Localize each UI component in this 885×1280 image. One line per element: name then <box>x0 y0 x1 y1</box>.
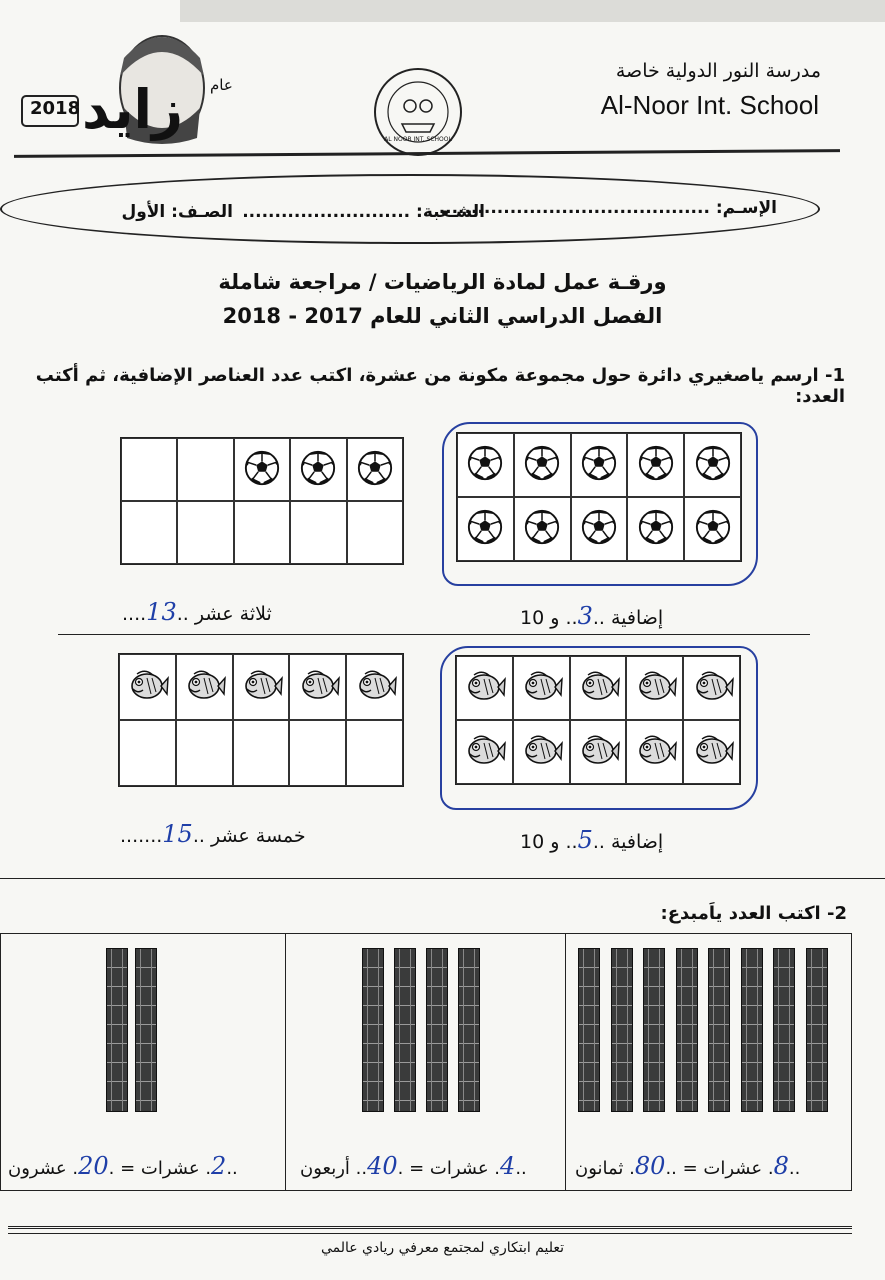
q1-row1-total-answer <box>122 598 272 626</box>
fish-icon <box>576 667 620 709</box>
soccer-ball-icon <box>580 444 618 486</box>
ten-frame-cell <box>513 720 570 784</box>
dots: .. <box>592 607 605 629</box>
ten-frame-cell <box>119 654 176 720</box>
q1-row2-extra-answer <box>520 826 663 854</box>
ten-rod-block <box>741 948 763 1112</box>
soccer-ball-icon <box>694 444 732 486</box>
fish-icon <box>633 731 677 773</box>
dots: .. <box>192 825 205 847</box>
student-name-field[interactable]: الإسـم: .......................................... <box>438 198 777 218</box>
ten-rod-block <box>394 948 416 1112</box>
tens-word: عشرات = <box>409 1158 489 1179</box>
q1-row1-extra-answer <box>520 602 663 630</box>
ten-rod-block <box>708 948 730 1112</box>
q1-row2-total-answer <box>120 820 306 848</box>
fish-icon <box>519 667 563 709</box>
school-logo <box>372 66 464 158</box>
ten-frame-cell <box>570 656 627 720</box>
fish-icon <box>239 666 283 708</box>
q2-box-divider <box>565 934 566 1190</box>
ten-frame-cell <box>683 720 740 784</box>
ten-frame-cell <box>457 433 514 497</box>
school-name-english: Al-Noor Int. School <box>600 90 819 120</box>
soccer-ball-icon <box>243 449 281 491</box>
ten-rod-block <box>643 948 665 1112</box>
dots: .. <box>176 603 189 625</box>
ten-frame-cell <box>626 656 683 720</box>
ten-frame-fish-partial <box>118 653 404 787</box>
ten-rod-block <box>773 948 795 1112</box>
ten-frame-cell <box>176 720 233 786</box>
student-section-field[interactable]: الشـعبة: .......................... <box>242 202 485 222</box>
fish-icon <box>462 731 506 773</box>
ten-frame-cell <box>571 433 628 497</box>
ten-frame-cell <box>457 497 514 561</box>
ten-rod-block <box>362 948 384 1112</box>
soccer-ball-icon <box>694 508 732 550</box>
tens-count[interactable]: 4 <box>500 1152 516 1180</box>
soccer-ball-icon <box>523 444 561 486</box>
fish-icon <box>296 666 340 708</box>
fish-icon <box>576 731 620 773</box>
ten-frame-balls-full <box>456 432 742 562</box>
soccer-ball-icon <box>356 449 394 491</box>
fish-icon <box>690 731 734 773</box>
ten-frame-cell <box>176 654 233 720</box>
soccer-ball-icon <box>637 444 675 486</box>
school-name-arabic: مدرسة النور الدولية خاصة <box>615 60 821 82</box>
ten-frame-cell <box>289 720 346 786</box>
ten-frame-cell <box>121 501 177 564</box>
ten-frame-cell <box>346 654 403 720</box>
total-number[interactable]: 13 <box>146 598 177 626</box>
fish-icon <box>690 667 734 709</box>
worksheet-title: ورقـة عمل لمادة الرياضيات / مراجعة شاملة <box>218 270 667 294</box>
q2-answer-20: ..2. عشرات = .20. عشرون <box>8 1152 238 1180</box>
dots: .... <box>122 603 147 625</box>
zayed-word: زايد <box>82 78 184 141</box>
dots: .. <box>565 607 578 629</box>
number-word: ثمانون <box>575 1158 624 1179</box>
extra-word: إضافية <box>610 607 664 629</box>
extra-count[interactable]: 5 <box>577 826 593 854</box>
ten-frame-cell <box>347 501 403 564</box>
fish-icon <box>125 666 169 708</box>
ten-rod-block <box>611 948 633 1112</box>
ten-frame-cell <box>121 438 177 501</box>
dots: .. <box>592 831 605 853</box>
ten-rod-block <box>676 948 698 1112</box>
ten-frame-cell <box>233 654 290 720</box>
section-divider <box>0 878 885 879</box>
ten-frame-cell <box>234 438 290 501</box>
ten-frame-cell <box>234 501 290 564</box>
ten-rod-block <box>106 948 128 1112</box>
ten-rod-block <box>806 948 828 1112</box>
total-word: خمسة عشر <box>210 825 306 847</box>
footer-slogan: تعليم ابتكاري لمجتمع معرفي ريادي عالمي <box>320 1240 565 1256</box>
dots: ....... <box>120 825 163 847</box>
number-value[interactable]: 80 <box>634 1152 666 1180</box>
and-word: و <box>550 831 560 853</box>
ten-frame-cell <box>119 720 176 786</box>
extra-count[interactable]: 3 <box>577 602 593 630</box>
fish-icon <box>353 666 397 708</box>
number-value[interactable]: 40 <box>367 1152 398 1180</box>
fish-icon <box>462 667 506 709</box>
ten-rod-block <box>458 948 480 1112</box>
q1-row-divider <box>58 634 810 635</box>
ten-frame-cell <box>626 720 683 784</box>
ten-frame-cell <box>627 433 684 497</box>
ten-frame-cell <box>514 433 571 497</box>
ten-frame-cell <box>346 720 403 786</box>
soccer-ball-icon <box>299 449 337 491</box>
ten-number: 10 <box>520 607 545 629</box>
ten-frame-cell <box>290 501 346 564</box>
total-number[interactable]: 15 <box>162 820 193 848</box>
q2-box-divider <box>285 934 286 1190</box>
ten-frame-cell <box>290 438 346 501</box>
ten-frame-cell <box>177 501 233 564</box>
number-word: عشرون <box>8 1158 67 1179</box>
and-word: و <box>550 607 560 629</box>
soccer-ball-icon <box>523 508 561 550</box>
fish-icon <box>633 667 677 709</box>
dots: .. <box>565 831 578 853</box>
number-word: أربعون <box>300 1158 350 1179</box>
extra-word: إضافية <box>610 831 664 853</box>
student-grade-label: الصـف: الأول <box>121 202 233 222</box>
q1-instruction: 1- ارسم ياصغيري دائرة حول مجموعة مكونة من عشرة، اكتب عدد العناصر الإضافية، ثم أكتب العدد: <box>35 365 845 407</box>
ten-frame-cell <box>684 497 741 561</box>
ten-frame-cell <box>177 438 233 501</box>
ten-frame-cell <box>684 433 741 497</box>
ten-frame-cell <box>233 720 290 786</box>
ten-frame-cell <box>513 656 570 720</box>
ten-frame-cell <box>289 654 346 720</box>
soccer-ball-icon <box>580 508 618 550</box>
ten-frame-cell <box>570 720 627 784</box>
soccer-ball-icon <box>466 444 504 486</box>
ten-rod-block <box>578 948 600 1112</box>
number-value[interactable]: 20 <box>78 1152 109 1180</box>
ten-frame-cell <box>514 497 571 561</box>
tens-word: عشرات = <box>682 1158 763 1179</box>
q2-answer-80: ..8. عشرات = ..80. ثمانون <box>575 1152 801 1180</box>
fish-icon <box>519 731 563 773</box>
ten-frame-cell <box>571 497 628 561</box>
soccer-ball-icon <box>466 508 504 550</box>
q2-instruction: 2- اكتب العدد ياَمبدع: <box>660 903 847 924</box>
ten-frame-fish-full <box>455 655 741 785</box>
worksheet-term: الفصل الدراسي الثاني للعام 2017 - 2018 <box>222 304 663 328</box>
tens-word: عشرات = <box>120 1158 200 1179</box>
zayed-year-number: 2018 <box>30 98 81 119</box>
ten-frame-cell <box>456 656 513 720</box>
zayed-am-word: عام <box>210 76 233 94</box>
ten-frame-cell <box>456 720 513 784</box>
ten-number: 10 <box>520 831 545 853</box>
ten-frame-balls-partial <box>120 437 404 565</box>
soccer-ball-icon <box>637 508 675 550</box>
zayed-year-logo <box>12 18 242 150</box>
ten-frame-cell <box>627 497 684 561</box>
ten-rod-block <box>135 948 157 1112</box>
ten-rod-block <box>426 948 448 1112</box>
total-word: ثلاثة عشر <box>194 603 272 625</box>
school-logo-text: AL NOOR INT. SCHOOL <box>384 136 452 143</box>
media-control-strip <box>180 0 885 22</box>
fish-icon <box>182 666 226 708</box>
footer-divider <box>8 1226 852 1234</box>
tens-count[interactable]: 2 <box>211 1152 227 1180</box>
ten-frame-cell <box>683 656 740 720</box>
q2-answer-40: ..4. عشرات = .40.. أربعون <box>300 1152 527 1180</box>
tens-count[interactable]: 8 <box>773 1152 789 1180</box>
ten-frame-cell <box>347 438 403 501</box>
